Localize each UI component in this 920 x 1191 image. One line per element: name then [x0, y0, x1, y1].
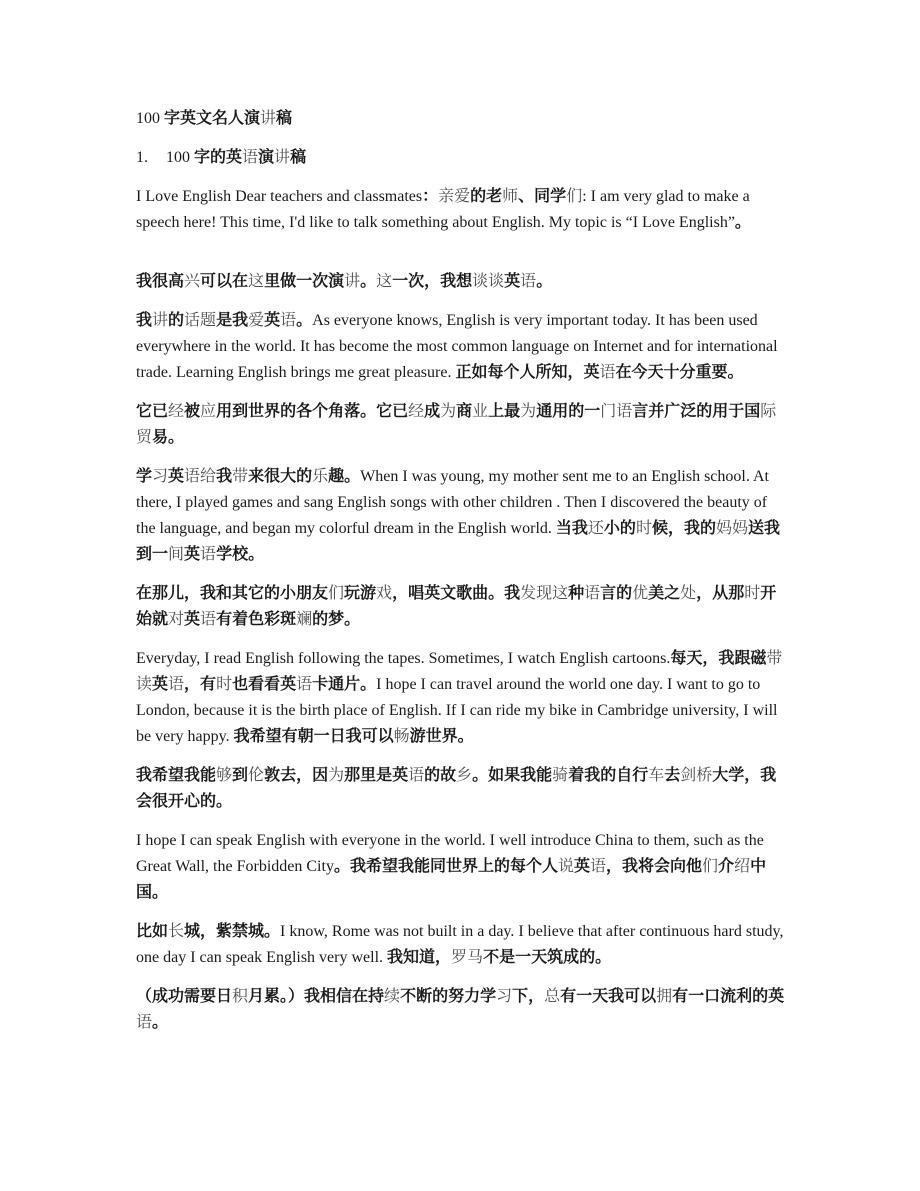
fallback-glyph-run: 习 [496, 988, 513, 1005]
document-title: 100 字英文名人演讲稿 [136, 110, 293, 127]
cjk-glyph-run: 。如果我能 [472, 767, 553, 784]
paragraph-8: Everyday, I read English following the tapes. Sometimes, I watch English cartoons.每天，我跟磁带读英语，有时也看看英语卡通片。I hope I can travel around the world one day. I want to go to London, because it is the birth place of English. If I can ride my bike in Cambridge university, I will be very happy. 我希望有朝一日我可以畅游世界。 [136, 650, 783, 745]
cjk-glyph-run: 英 [573, 858, 590, 875]
cjk-glyph-run: 我知道， [387, 949, 452, 966]
fallback-glyph-run: 语 [589, 858, 606, 875]
cjk-glyph-run: 玩游 [344, 585, 377, 602]
cjk-glyph-run: 言的 [600, 585, 633, 602]
cjk-glyph-run: 稿 [290, 149, 307, 166]
cjk-glyph-run: 送我到一 [136, 520, 780, 563]
fallback-glyph-run: 兴 [184, 273, 201, 290]
cjk-glyph-run: 英 [504, 273, 521, 290]
paragraph-9 [136, 763, 786, 815]
cjk-glyph-run: 一次，我想 [392, 273, 473, 290]
cjk-glyph-run: 英 [184, 611, 201, 628]
cjk-glyph-run: 。我希望我能同世界上的每个人 [333, 858, 558, 875]
cjk-glyph-run: ： [422, 188, 439, 205]
cjk-glyph-run: 。 [296, 312, 313, 329]
fallback-glyph-run: 妈妈 [715, 520, 748, 537]
cjk-glyph-run: 字英文名人演 [164, 110, 261, 127]
cjk-glyph-run: 、同学 [518, 188, 567, 205]
cjk-glyph-run: 学 [136, 468, 153, 485]
fallback-glyph-run: 语 [584, 585, 601, 602]
fallback-glyph-run: 语 [168, 676, 185, 693]
cjk-glyph-run: 通用的一 [536, 403, 601, 420]
cjk-glyph-run: （成功需要日 [136, 988, 233, 1005]
paragraph-6: 学习英语给我带来很大的乐趣。When I was young, my mother sent me to an English school. At there, I played games and sang English songs with other children . Then I discovered the beauty of the language, and began my colorful dream in the English world. 当我还小的时候，我的妈妈送我到一间英语学校。 [136, 468, 780, 563]
cjk-glyph-run: 小的 [603, 520, 636, 537]
fallback-glyph-run: 这 [376, 273, 393, 290]
cjk-glyph-run: 英 [264, 312, 281, 329]
section-heading [136, 145, 786, 171]
cjk-glyph-run: 在今天十分重要。 [615, 364, 744, 381]
cjk-glyph-run: 。 [536, 273, 553, 290]
fallback-glyph-run: 车 [648, 767, 665, 784]
cjk-glyph-run: 。 [360, 273, 377, 290]
cjk-glyph-run: 开始就 [136, 585, 777, 628]
cjk-glyph-run: 种 [568, 585, 585, 602]
cjk-glyph-run: 下， [512, 988, 545, 1005]
fallback-glyph-run: 乡 [456, 767, 473, 784]
cjk-glyph-run: 城，紫禁城。 [184, 923, 281, 940]
cjk-glyph-run: 成 [424, 403, 441, 420]
fallback-glyph-run: 带读 [136, 650, 783, 693]
cjk-glyph-run: 我 [136, 312, 153, 329]
fallback-glyph-run: 经 [168, 403, 185, 420]
cjk-glyph-run: 英 [168, 468, 185, 485]
fallback-glyph-run: 际贸 [136, 403, 777, 446]
fallback-glyph-run: 们 [702, 858, 719, 875]
fallback-glyph-run: 为 [440, 403, 457, 420]
cjk-glyph-run: 。 [734, 214, 751, 231]
cjk-glyph-run: 月累。）我相信在持 [248, 988, 385, 1005]
fallback-glyph-run: 发现这 [520, 585, 569, 602]
fallback-glyph-run: 为 [328, 767, 345, 784]
fallback-glyph-run: 语 [200, 611, 217, 628]
fallback-glyph-run: 语 [599, 364, 616, 381]
fallback-glyph-run: 语 [242, 149, 259, 166]
cjk-glyph-run: 也看看英 [232, 676, 297, 693]
cjk-glyph-run: 当我 [555, 520, 588, 537]
fallback-glyph-run: 讲 [260, 110, 277, 127]
fallback-glyph-run: 拥 [656, 988, 673, 1005]
fallback-glyph-run: 爱 [248, 312, 265, 329]
cjk-glyph-run: 的老 [470, 188, 503, 205]
fallback-glyph-run: 亲爱 [438, 188, 471, 205]
cjk-glyph-run: 卡通片。 [312, 676, 377, 693]
fallback-glyph-run: 处 [680, 585, 697, 602]
cjk-glyph-run: 我很高 [136, 273, 185, 290]
fallback-glyph-run: 续 [384, 988, 401, 1005]
fallback-glyph-run: 说 [557, 858, 574, 875]
cjk-glyph-run: 。 [152, 1014, 169, 1031]
fallback-glyph-run: 斓 [296, 611, 313, 628]
fallback-glyph-run: 讲 [274, 149, 291, 166]
fallback-glyph-run: 应 [200, 403, 217, 420]
section-title: 100 字的英语演讲稿 [166, 149, 307, 166]
fallback-glyph-run: 时 [635, 520, 652, 537]
paragraph-4: 我讲的话题是我爱英语。As everyone knows, English is very important today. It has been used everywhere in the world. It has become the most common language on Internet and for international trade. Learning English brings me great pleasure. 正如每个人所知，英语在今天十分重要。 [136, 312, 778, 381]
cjk-glyph-run: 学校。 [216, 546, 265, 563]
cjk-glyph-run: 英 [152, 676, 169, 693]
cjk-glyph-run: 游世界。 [409, 728, 474, 745]
cjk-glyph-run: 介 [718, 858, 735, 875]
cjk-glyph-run: 言并广泛的用于国 [632, 403, 761, 420]
fallback-glyph-run: 们 [328, 585, 345, 602]
paragraph-1: I Love English Dear teachers and classmates：亲爱的老师、同学们: I am very glad to make a speech here! This time, I'd like to talk something about English. My topic is “I Love English”。 [136, 188, 751, 231]
fallback-glyph-run: 师 [502, 188, 519, 205]
cjk-glyph-run: 它已 [136, 403, 169, 420]
fallback-glyph-run: 经 [408, 403, 425, 420]
paragraph-5 [136, 399, 786, 451]
fallback-glyph-run: 剑桥 [680, 767, 713, 784]
cjk-glyph-run: 被 [184, 403, 201, 420]
fallback-glyph-run: 话题 [184, 312, 217, 329]
cjk-glyph-run: 稿 [276, 110, 293, 127]
fallback-glyph-run: 够 [216, 767, 233, 784]
fallback-glyph-run: 还 [587, 520, 604, 537]
cjk-glyph-run: 的故 [424, 767, 457, 784]
document-body [136, 184, 786, 1036]
cjk-glyph-run: 是我 [216, 312, 249, 329]
fallback-glyph-run: 语 [136, 1014, 153, 1031]
fallback-glyph-run: 讲 [152, 312, 169, 329]
cjk-glyph-run: ，我将会向他 [606, 858, 703, 875]
cjk-glyph-run: 的 [168, 312, 185, 329]
cjk-glyph-run: 美之 [648, 585, 681, 602]
cjk-glyph-run: 着我的自行 [568, 767, 649, 784]
cjk-glyph-run: 有一天我可以 [560, 988, 657, 1005]
fallback-glyph-run: 对 [168, 611, 185, 628]
cjk-glyph-run: ，唱英文歌曲。我 [392, 585, 521, 602]
cjk-glyph-run: 中国。 [136, 858, 767, 901]
cjk-glyph-run: 用到世界的各个角落。它已 [216, 403, 409, 420]
fallback-glyph-run: 骑 [552, 767, 569, 784]
fallback-glyph-run: 们 [566, 188, 583, 205]
cjk-glyph-run: 英 [184, 546, 201, 563]
cjk-glyph-run: 正如每个人所知，英 [455, 364, 600, 381]
cjk-glyph-run: 有着色彩斑 [216, 611, 297, 628]
fallback-glyph-run: 语给 [184, 468, 217, 485]
fallback-glyph-run: 积 [232, 988, 249, 1005]
fallback-glyph-run: 为 [520, 403, 537, 420]
cjk-glyph-run: 易。 [152, 429, 185, 446]
cjk-glyph-run: 上最 [488, 403, 521, 420]
fallback-glyph-run: 伦 [248, 767, 265, 784]
cjk-glyph-run: 演 [258, 149, 275, 166]
paragraph-12 [136, 984, 786, 1036]
cjk-glyph-run: 敦去，因 [264, 767, 329, 784]
cjk-glyph-run: 趣。 [328, 468, 361, 485]
cjk-glyph-run: 在那儿，我和其它的小朋友 [136, 585, 329, 602]
cjk-glyph-run: 我 [216, 468, 233, 485]
fallback-glyph-run: 乐 [312, 468, 329, 485]
fallback-glyph-run: 讲 [344, 273, 361, 290]
section-number: 1. [136, 149, 148, 166]
cjk-glyph-run: 的梦。 [312, 611, 361, 628]
cjk-glyph-run: 我希望有朝一日我可以 [233, 728, 394, 745]
cjk-glyph-run: 那里是英 [344, 767, 409, 784]
fallback-glyph-run: 习 [152, 468, 169, 485]
cjk-glyph-run: 不是一天筑成的。 [483, 949, 612, 966]
cjk-glyph-run: 有一口流利的英 [672, 988, 785, 1005]
fallback-glyph-run: 语 [520, 273, 537, 290]
cjk-glyph-run: 比如 [136, 923, 169, 940]
cjk-glyph-run: 大学，我会很开心的。 [136, 767, 777, 810]
fallback-glyph-run: 语 [408, 767, 425, 784]
cjk-glyph-run: 去 [664, 767, 681, 784]
paragraph-7 [136, 581, 786, 633]
fallback-glyph-run: 业 [472, 403, 489, 420]
cjk-glyph-run: 候，我的 [651, 520, 716, 537]
fallback-glyph-run: 带 [232, 468, 249, 485]
cjk-glyph-run: ，从那 [696, 585, 745, 602]
fallback-glyph-run: 优 [632, 585, 649, 602]
fallback-glyph-run: 这 [248, 273, 265, 290]
cjk-glyph-run: 商 [456, 403, 473, 420]
paragraph-10: I hope I can speak English with everyone in the world. I well introduce China to them, such as the Great Wall, the Forbidden City。我希望我能同世界上的每个人说英语，我将会向他们介绍中国。 [136, 832, 767, 901]
fallback-glyph-run: 罗马 [451, 949, 484, 966]
cjk-glyph-run: 里做一次演 [264, 273, 345, 290]
fallback-glyph-run: 戏 [376, 585, 393, 602]
fallback-glyph-run: 时 [744, 585, 761, 602]
fallback-glyph-run: 绍 [734, 858, 751, 875]
cjk-glyph-run: 我希望我能 [136, 767, 217, 784]
fallback-glyph-run: 门语 [600, 403, 633, 420]
fallback-glyph-run: 语 [280, 312, 297, 329]
fallback-glyph-run: 谈谈 [472, 273, 505, 290]
cjk-glyph-run: ，有 [184, 676, 217, 693]
fallback-glyph-run: 长 [168, 923, 185, 940]
paragraph-11: 比如长城，紫禁城。I know, Rome was not built in a day. I believe that after continuous hard study, one day I can speak English very well. 我知道，罗马不是一天筑成的。 [136, 923, 784, 966]
cjk-glyph-run: 可以在 [200, 273, 249, 290]
fallback-glyph-run: 总 [544, 988, 561, 1005]
fallback-glyph-run: 语 [200, 546, 217, 563]
cjk-glyph-run: 不断的努力学 [400, 988, 497, 1005]
fallback-glyph-run: 畅 [393, 728, 410, 745]
cjk-glyph-run: 字的英 [194, 149, 243, 166]
fallback-glyph-run: 语 [296, 676, 313, 693]
cjk-glyph-run: 每天，我跟磁 [670, 650, 767, 667]
cjk-glyph-run: 到 [232, 767, 249, 784]
paragraph-3 [136, 269, 786, 295]
fallback-glyph-run: 间 [168, 546, 185, 563]
blank-line [136, 249, 786, 269]
fallback-glyph-run: 时 [216, 676, 233, 693]
cjk-glyph-run: 来很大的 [248, 468, 313, 485]
